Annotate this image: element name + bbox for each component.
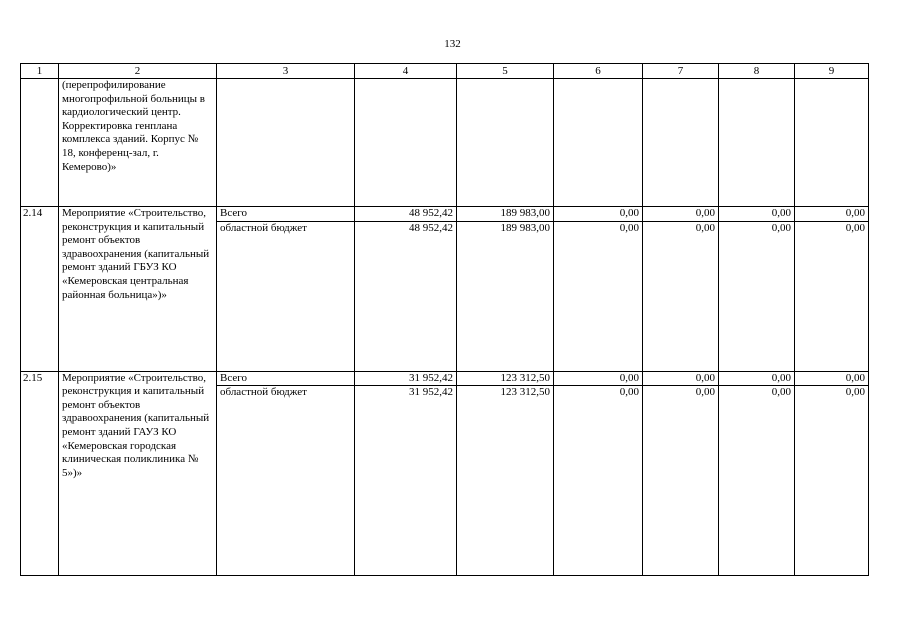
value-cell: 0,00 (643, 386, 719, 576)
budget-table (20, 63, 869, 576)
column-header: 7 (643, 64, 719, 79)
value-cell: 0,00 (719, 386, 795, 576)
value-cell: 0,00 (643, 207, 719, 222)
index-cell: 2.15 (21, 371, 59, 576)
value-cell: 0,00 (554, 221, 643, 371)
value-cell: 0,00 (554, 207, 643, 222)
column-header: 9 (795, 64, 869, 79)
value-cell (554, 79, 643, 207)
value-cell: 0,00 (795, 386, 869, 576)
value-cell: 123 312,50 (457, 371, 554, 386)
column-header: 5 (457, 64, 554, 79)
value-cell: 48 952,42 (355, 221, 457, 371)
value-cell: 123 312,50 (457, 386, 554, 576)
value-cell: 0,00 (554, 386, 643, 576)
table-row (21, 207, 869, 222)
value-cell: 0,00 (795, 207, 869, 222)
column-header: 2 (59, 64, 217, 79)
value-cell (457, 79, 554, 207)
table-row (21, 371, 869, 386)
source-cell: областной бюджет (217, 221, 355, 371)
activity-name-cell: (перепрофилирование многопрофильной больницы в кардиологический центр. Корректировка генплана комплекса зданий. Корпус № 18, конференц-зал, г. Кемерово)» (59, 79, 217, 207)
column-header: 8 (719, 64, 795, 79)
value-cell (643, 79, 719, 207)
value-cell (719, 79, 795, 207)
value-cell: 31 952,42 (355, 386, 457, 576)
column-header: 1 (21, 64, 59, 79)
source-cell: областной бюджет (217, 386, 355, 576)
value-cell (355, 79, 457, 207)
value-cell: 189 983,00 (457, 207, 554, 222)
page-number: 132 (444, 38, 461, 50)
source-cell (217, 79, 355, 207)
source-cell: Всего (217, 371, 355, 386)
value-cell: 0,00 (795, 371, 869, 386)
index-cell: 2.14 (21, 207, 59, 372)
value-cell: 0,00 (643, 221, 719, 371)
column-header: 6 (554, 64, 643, 79)
value-cell: 0,00 (643, 371, 719, 386)
source-cell: Всего (217, 207, 355, 222)
value-cell: 0,00 (719, 207, 795, 222)
value-cell: 0,00 (554, 371, 643, 386)
column-header: 3 (217, 64, 355, 79)
value-cell: 0,00 (719, 221, 795, 371)
table-row-continuation (21, 79, 869, 207)
header-row (21, 64, 869, 79)
value-cell: 31 952,42 (355, 371, 457, 386)
value-cell: 189 983,00 (457, 221, 554, 371)
activity-name-cell: Мероприятие «Строительство, реконструкция и капитальный ремонт объектов здравоохранения (капитальный ремонт зданий ГАУЗ КО «Кемеровская городская клиническая поликлиника № 5»)» (59, 371, 217, 576)
value-cell: 0,00 (795, 221, 869, 371)
column-header: 4 (355, 64, 457, 79)
value-cell (795, 79, 869, 207)
value-cell: 0,00 (719, 371, 795, 386)
value-cell: 48 952,42 (355, 207, 457, 222)
activity-name-cell: Мероприятие «Строительство, реконструкция и капитальный ремонт объектов здравоохранения (капитальный ремонт зданий ГБУЗ КО «Кемеровская центральная районная больница»)» (59, 207, 217, 372)
index-cell (21, 79, 59, 207)
